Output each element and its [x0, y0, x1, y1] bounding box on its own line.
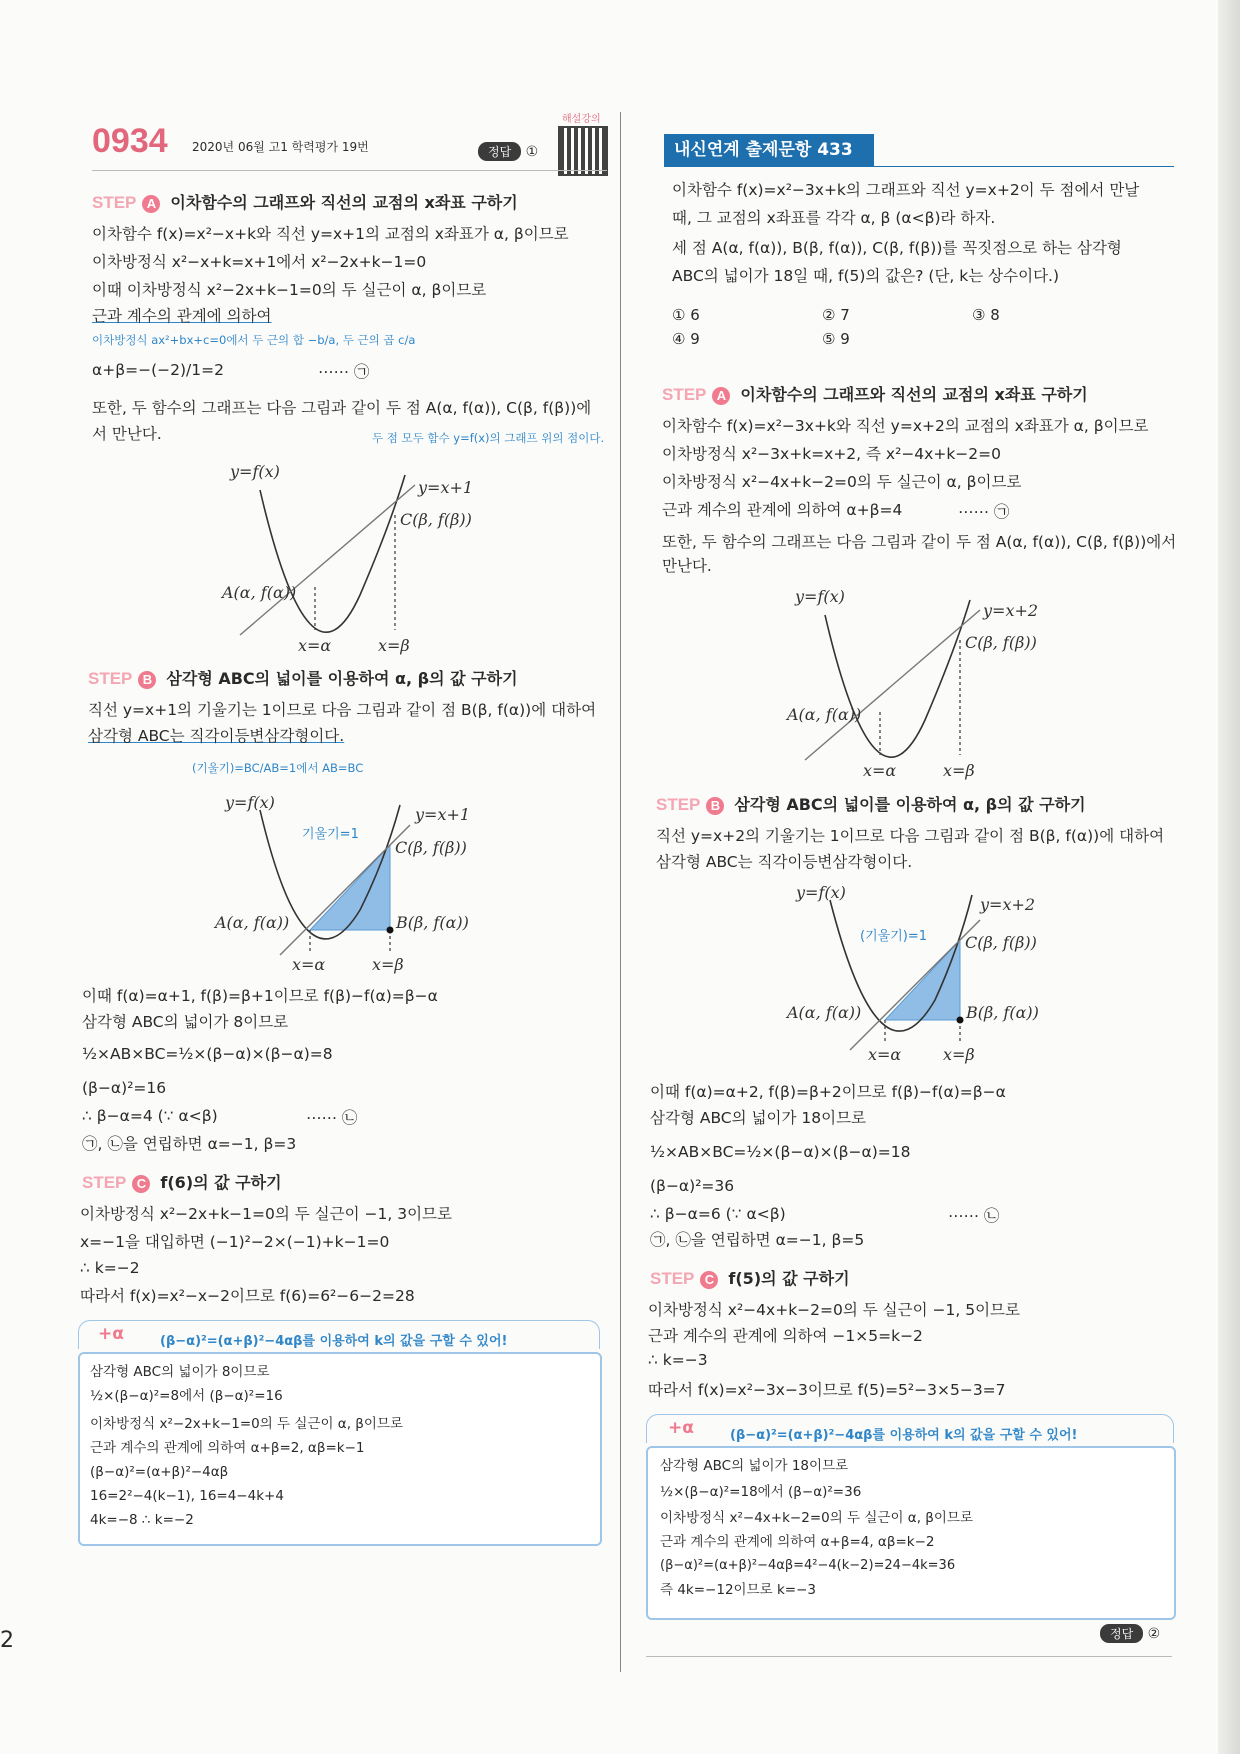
header-rule [92, 170, 607, 171]
fig-a-label: A(α, f(α)) [215, 913, 290, 932]
left-plus-line-5: (β−α)²=(α+β)²−4αβ [90, 1464, 229, 1480]
left-figure-1 [200, 455, 530, 655]
fig-a-label: A(α, f(α)) [222, 583, 297, 602]
left-b-calc-5: ∴ β−α=4 (∵ α<β) [82, 1107, 218, 1125]
right-step-a: STEP A 이차함수의 그래프와 직선의 교점의 x좌표 구하기 [662, 385, 1088, 404]
fig-xa-label: x=α [298, 636, 332, 655]
left-plus-line-6: 16=2²−4(k−1), 16=4−4k+4 [90, 1488, 284, 1504]
fig-fx-label: y=f(x) [796, 883, 846, 902]
left-plus-line-3: 이차방정식 x²−2x+k−1=0의 두 실근이 α, β이므로 [90, 1416, 404, 1432]
right-c-line-4: 따라서 f(x)=x²−3x−3이므로 f(5)=5²−3×5−3=7 [648, 1381, 1006, 1399]
right-plus-line-1: 삼각형 ABC의 넓이가 18이므로 [660, 1458, 849, 1474]
right-plus-title: (β−α)²=(α+β)²−4αβ를 이용하여 k의 값을 구할 수 있어! [730, 1428, 1078, 1443]
right-c-line-3: ∴ k=−3 [648, 1351, 708, 1369]
left-plus-label: +α [98, 1324, 124, 1344]
left-plus-line-7: 4k=−8 ∴ k=−2 [90, 1512, 194, 1528]
right-b-tag: ⋯⋯ ㉡ [948, 1207, 1000, 1225]
fig-line-label: y=x+1 [418, 478, 474, 497]
right-b-calc-3: ½×AB×BC=½×(β−α)×(β−α)=18 [650, 1143, 911, 1161]
left-c-line-3: ∴ k=−2 [80, 1259, 140, 1277]
answer-value: ① [525, 144, 539, 160]
left-plus-line-2: ½×(β−α)²=8에서 (β−α)²=16 [90, 1388, 283, 1404]
left-a-line-1: 이차함수 f(x)=x²−x+k와 직선 y=x+1의 교점의 x좌표가 α, β이므로 [92, 225, 569, 243]
left-step-a: STEP A 이차함수의 그래프와 직선의 교점의 x좌표 구하기 [92, 193, 518, 212]
right-b-calc-4: (β−α)²=36 [650, 1177, 735, 1195]
choice-5[interactable]: ⑤ 9 [822, 330, 850, 348]
right-problem-3: 세 점 A(α, f(α)), B(β, f(α)), C(β, f(β))를 꼭짓점으로 하는 삼각형 [672, 239, 1122, 257]
fig-c-label: C(β, f(β)) [400, 510, 472, 529]
left-b-tag: ⋯⋯ ㉡ [306, 1109, 358, 1127]
right-a-tag: ⋯⋯ ㉠ [958, 503, 1010, 521]
fig-b-label: B(β, f(α)) [396, 913, 469, 932]
page-edge [1218, 0, 1240, 1754]
left-b-note: (기울기)=BC/AB=1에서 AB=BC [192, 761, 364, 775]
linked-problem-ribbon: 내신연계 출제문항 433 [664, 134, 874, 166]
point-b [957, 1017, 964, 1024]
left-b-calc-1: 이때 f(α)=α+1, f(β)=β+1이므로 f(β)−f(α)=β−α [82, 987, 438, 1005]
fig-line-label: y=x+2 [983, 601, 1039, 620]
right-a-line-3: 이차방정식 x²−4x+k−2=0의 두 실근이 α, β이므로 [662, 473, 1022, 491]
left-plus-title: (β−α)²=(α+β)²−4αβ를 이용하여 k의 값을 구할 수 있어! [160, 1334, 508, 1349]
right-step-b: STEP B 삼각형 ABC의 넓이를 이용하여 α, β의 값 구하기 [656, 795, 1086, 814]
fig-xa-label: x=α [863, 761, 897, 780]
left-b-calc-2: 삼각형 ABC의 넓이가 8이므로 [82, 1013, 289, 1031]
right-bottom-rule [646, 1656, 1172, 1657]
right-problem-4: ABC의 넓이가 18일 때, f(5)의 값은? (단, k는 상수이다.) [672, 267, 1060, 285]
left-c-line-4: 따라서 f(x)=x²−x−2이므로 f(6)=6²−6−2=28 [80, 1287, 415, 1305]
right-step-c: STEP C f(5)의 값 구하기 [650, 1269, 850, 1288]
page-number: 2 [0, 1628, 14, 1653]
left-step-c: STEP C f(6)의 값 구하기 [82, 1173, 282, 1192]
fig-b-label: B(β, f(α)) [966, 1003, 1039, 1022]
right-plus-line-2: ½×(β−α)²=18에서 (β−α)²=36 [660, 1484, 862, 1500]
choice-3[interactable]: ③ 8 [972, 306, 1000, 324]
ribbon-rule [664, 166, 1174, 167]
fig-c-label: C(β, f(β)) [395, 838, 467, 857]
left-a-sum-tag: ⋯⋯ ㉠ [318, 363, 370, 381]
fig-fx-label: y=f(x) [795, 587, 845, 606]
right-plus-line-4: 근과 계수의 관계에 의하여 α+β=4, αβ=k−2 [660, 1534, 935, 1550]
left-a-line-4: 근과 계수의 관계에 의하여 [92, 307, 272, 325]
answer-chip [478, 142, 538, 161]
right-problem-2: 때, 그 교점의 x좌표를 각각 α, β (α<β)라 하자. [672, 209, 996, 227]
fig-xb-label: x=β [943, 1045, 975, 1064]
fig-c-label: C(β, f(β)) [965, 933, 1037, 952]
left-b-calc-4: (β−α)²=16 [82, 1079, 167, 1097]
fig-xa-label: x=α [292, 955, 326, 974]
left-c-line-2: x=−1을 대입하면 (−1)²−2×(−1)+k−1=0 [80, 1233, 390, 1251]
fig-line-label: y=x+1 [415, 805, 471, 824]
right-b-calc-6: ㉠, ㉡을 연립하면 α=−1, β=5 [650, 1231, 865, 1249]
fig-c-label: C(β, f(β)) [965, 633, 1037, 652]
left-a-sum: α+β=−(−2)/1=2 [92, 361, 224, 379]
right-b-calc-2: 삼각형 ABC의 넓이가 18이므로 [650, 1109, 867, 1127]
left-b-line-2: 삼각형 ABC는 직각이등변삼각형이다. [88, 727, 345, 745]
problem-source: 2020년 06월 고1 학력평가 19번 [192, 140, 369, 154]
left-c-line-1: 이차방정식 x²−2x+k−1=0의 두 실근이 −1, 3이므로 [80, 1205, 452, 1223]
column-divider [620, 112, 621, 1672]
right-answer-chip [1100, 1624, 1160, 1643]
right-plus-line-3: 이차방정식 x²−4x+k−2=0의 두 실근이 α, β이므로 [660, 1510, 974, 1526]
right-a-line-2: 이차방정식 x²−3x+k=x+2, 즉 x²−4x+k−2=0 [662, 445, 1001, 463]
right-c-line-2: 근과 계수의 관계에 의하여 −1×5=k−2 [648, 1327, 923, 1345]
choice-2[interactable]: ② 7 [822, 306, 850, 324]
left-b-line-1: 직선 y=x+1의 기울기는 1이므로 다음 그림과 같이 점 B(β, f(α))에 대하여 [88, 701, 597, 719]
line-graph [805, 610, 980, 760]
fig-slope-label: (기울기)=1 [860, 929, 927, 944]
fig-xb-label: x=β [378, 636, 410, 655]
fig-line-label: y=x+2 [980, 895, 1036, 914]
left-a-meet-note: 두 점 모두 함수 y=f(x)의 그래프 위의 점이다. [372, 431, 605, 445]
right-plus-label: +α [668, 1418, 694, 1438]
point-b [387, 927, 394, 934]
right-c-line-1: 이차방정식 x²−4x+k−2=0의 두 실근이 −1, 5이므로 [648, 1301, 1020, 1319]
right-a-line-6: 만난다. [662, 557, 712, 575]
choice-4[interactable]: ④ 9 [672, 330, 700, 348]
parabola [825, 600, 970, 757]
right-figure-2 [780, 880, 1080, 1070]
right-a-line-1: 이차함수 f(x)=x²−3x+k와 직선 y=x+2의 교점의 x좌표가 α, β이므로 [662, 417, 1149, 435]
right-b-calc-1: 이때 f(α)=α+2, f(β)=β+2이므로 f(β)−f(α)=β−α [650, 1083, 1006, 1101]
right-plus-line-6: 즉 4k=−12이므로 k=−3 [660, 1582, 816, 1598]
left-a-line-3: 이때 이차방정식 x²−2x+k−1=0의 두 실근이 α, β이므로 [92, 281, 487, 299]
left-a-note: 이차방정식 ax²+bx+c=0에서 두 근의 합 −b/a, 두 근의 곱 c/a [92, 333, 416, 347]
problem-number: 0934 [92, 122, 168, 160]
fig-fx-label: y=f(x) [230, 462, 280, 481]
fig-slope-label: 기울기=1 [302, 827, 359, 842]
left-plus-line-1: 삼각형 ABC의 넓이가 8이므로 [90, 1364, 270, 1380]
fig-xb-label: x=β [943, 761, 975, 780]
right-figure-1 [780, 580, 1080, 780]
right-plus-line-5: (β−α)²=(α+β)²−4αβ=4²−4(k−2)=24−4k=36 [660, 1558, 956, 1573]
left-b-calc-6: ㉠, ㉡을 연립하면 α=−1, β=3 [82, 1135, 297, 1153]
right-problem-1: 이차함수 f(x)=x²−3x+k의 그래프와 직선 y=x+2이 두 점에서 만날 [672, 181, 1140, 199]
left-figure-2 [210, 790, 530, 975]
right-answer-value: ② [1147, 1626, 1161, 1642]
video-label: 해설강의 [562, 114, 601, 125]
right-b-calc-5: ∴ β−α=6 (∵ α<β) [650, 1205, 786, 1223]
left-b-calc-3: ½×AB×BC=½×(β−α)×(β−α)=8 [82, 1045, 333, 1063]
line-graph [240, 485, 415, 635]
answer-badge: 정답 [478, 142, 521, 161]
choice-1[interactable]: ① 6 [672, 306, 700, 324]
right-b-line-2: 삼각형 ABC는 직각이등변삼각형이다. [656, 853, 913, 871]
fig-xa-label: x=α [868, 1045, 902, 1064]
fig-fx-label: y=f(x) [225, 793, 275, 812]
fig-a-label: A(α, f(α)) [787, 705, 862, 724]
parabola [260, 475, 405, 632]
left-plus-line-4: 근과 계수의 관계에 의하여 α+β=2, αβ=k−1 [90, 1440, 365, 1456]
left-a-meet-2: 서 만난다. [92, 425, 162, 443]
fig-a-label: A(α, f(α)) [787, 1003, 862, 1022]
right-a-line-4: 근과 계수의 관계에 의하여 α+β=4 [662, 501, 903, 519]
right-answer-badge: 정답 [1100, 1624, 1143, 1643]
fig-xb-label: x=β [372, 955, 404, 974]
left-a-line-2: 이차방정식 x²−x+k=x+1에서 x²−2x+k−1=0 [92, 253, 427, 271]
left-step-b: STEP B 삼각형 ABC의 넓이를 이용하여 α, β의 값 구하기 [88, 669, 518, 688]
right-a-line-5: 또한, 두 함수의 그래프는 다음 그림과 같이 두 점 A(α, f(α)), C(β, f(β))에서 [662, 533, 1177, 551]
qr-code-icon[interactable] [558, 126, 608, 176]
left-a-meet-1: 또한, 두 함수의 그래프는 다음 그림과 같이 두 점 A(α, f(α)), C(β, f(β))에 [92, 399, 592, 417]
right-b-line-1: 직선 y=x+2의 기울기는 1이므로 다음 그림과 같이 점 B(β, f(α))에 대하여 [656, 827, 1165, 845]
